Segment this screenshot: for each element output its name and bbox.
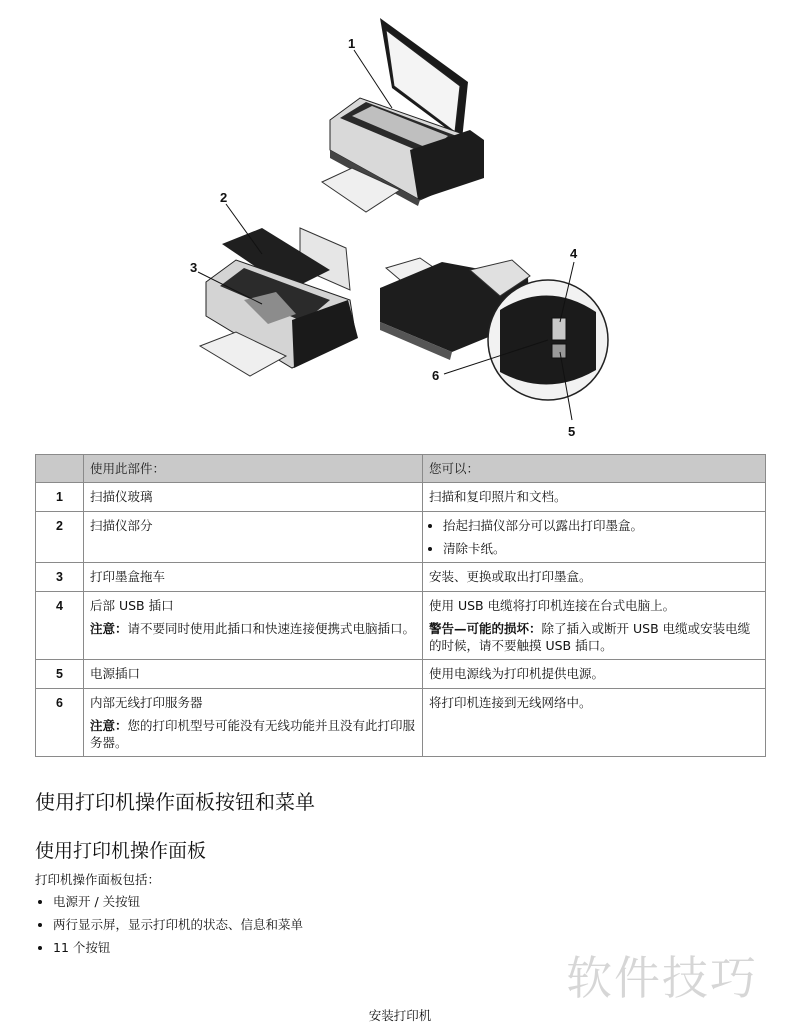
row-action: 将打印机连接到无线网络中。	[423, 689, 766, 757]
section-title: 使用打印机操作面板按钮和菜单	[35, 790, 315, 814]
intro-text: 打印机操作面板包括：	[35, 872, 161, 887]
row-number: 3	[36, 563, 84, 592]
callout-6: 6	[432, 368, 440, 383]
part-note	[90, 717, 416, 751]
row-action: 使用电源线为打印机提供电源。	[423, 660, 766, 689]
header-num	[36, 455, 84, 483]
list-item: • 11 个按钮	[53, 940, 303, 956]
table-header-row	[36, 455, 766, 483]
callout-4: 4	[570, 246, 578, 261]
row-part: 扫描仪玻璃	[84, 483, 423, 512]
parts-table	[35, 454, 766, 757]
row-number: 5	[36, 660, 84, 689]
note-text: 请不要同时使用此插口和快速连接便携式电脑插口。	[127, 621, 416, 636]
callout-1: 1	[348, 36, 356, 51]
subsection-title: 使用打印机操作面板	[35, 840, 207, 862]
row-action	[423, 512, 766, 563]
callout-2: 2	[220, 190, 228, 205]
row-part: 扫描仪部分	[84, 512, 423, 563]
header-action: 您可以：	[423, 455, 766, 483]
row-part-cell	[84, 592, 423, 660]
note-text: 您的打印机型号可能没有无线功能并且没有此打印服务器。	[90, 718, 416, 750]
row-part: 内部无线打印服务器	[90, 695, 203, 710]
list-item: • 两行显示屏，显示打印机的状态、信息和菜单	[53, 917, 303, 933]
row-part: 后部 USB 插口	[90, 598, 174, 613]
row-part: 打印墨盒拖车	[84, 563, 423, 592]
callout-3: 3	[190, 260, 198, 275]
row-number: 2	[36, 512, 84, 563]
list-item: • 电源开 / 关按钮	[53, 894, 303, 910]
row-action: 扫描和复印照片和文档。	[423, 483, 766, 512]
part-note	[90, 620, 416, 637]
table-row	[36, 563, 766, 592]
watermark: 软件技巧	[566, 951, 758, 1005]
warning-label: 警告—可能的损坏：	[429, 621, 542, 636]
row-number: 4	[36, 592, 84, 660]
table-row	[36, 512, 766, 563]
action-list	[429, 517, 759, 557]
note-label: 注意：	[90, 718, 128, 733]
row-action: 使用 USB 电缆将打印机连接在台式电脑上。	[429, 598, 676, 613]
callout-5: 5	[568, 424, 576, 439]
row-action-cell	[423, 592, 766, 660]
warning-text: 除了插入或断开 USB 电缆或安装电缆的时候，请不要触摸 USB 插口。	[429, 621, 751, 653]
printer-lid-open-drawing	[322, 18, 484, 212]
table-row	[36, 660, 766, 689]
printer-rear-view-drawing	[380, 258, 608, 400]
features-list	[35, 894, 303, 963]
printer-parts-illustration	[0, 0, 800, 445]
page-footer: 安装打印机	[368, 1008, 432, 1023]
printer-scanner-raised-drawing	[200, 228, 358, 376]
list-item: • 清除卡纸。	[443, 540, 759, 557]
action-warning	[429, 620, 759, 654]
row-part-cell	[84, 689, 423, 757]
table-row	[36, 689, 766, 757]
table-row	[36, 483, 766, 512]
row-number: 1	[36, 483, 84, 512]
header-part: 使用此部件：	[84, 455, 423, 483]
list-item: • 抬起扫描仪部分可以露出打印墨盒。	[443, 517, 759, 534]
row-part: 电源插口	[84, 660, 423, 689]
table-row	[36, 592, 766, 660]
note-label: 注意：	[90, 621, 128, 636]
row-action: 安装、更换或取出打印墨盒。	[423, 563, 766, 592]
row-number: 6	[36, 689, 84, 757]
